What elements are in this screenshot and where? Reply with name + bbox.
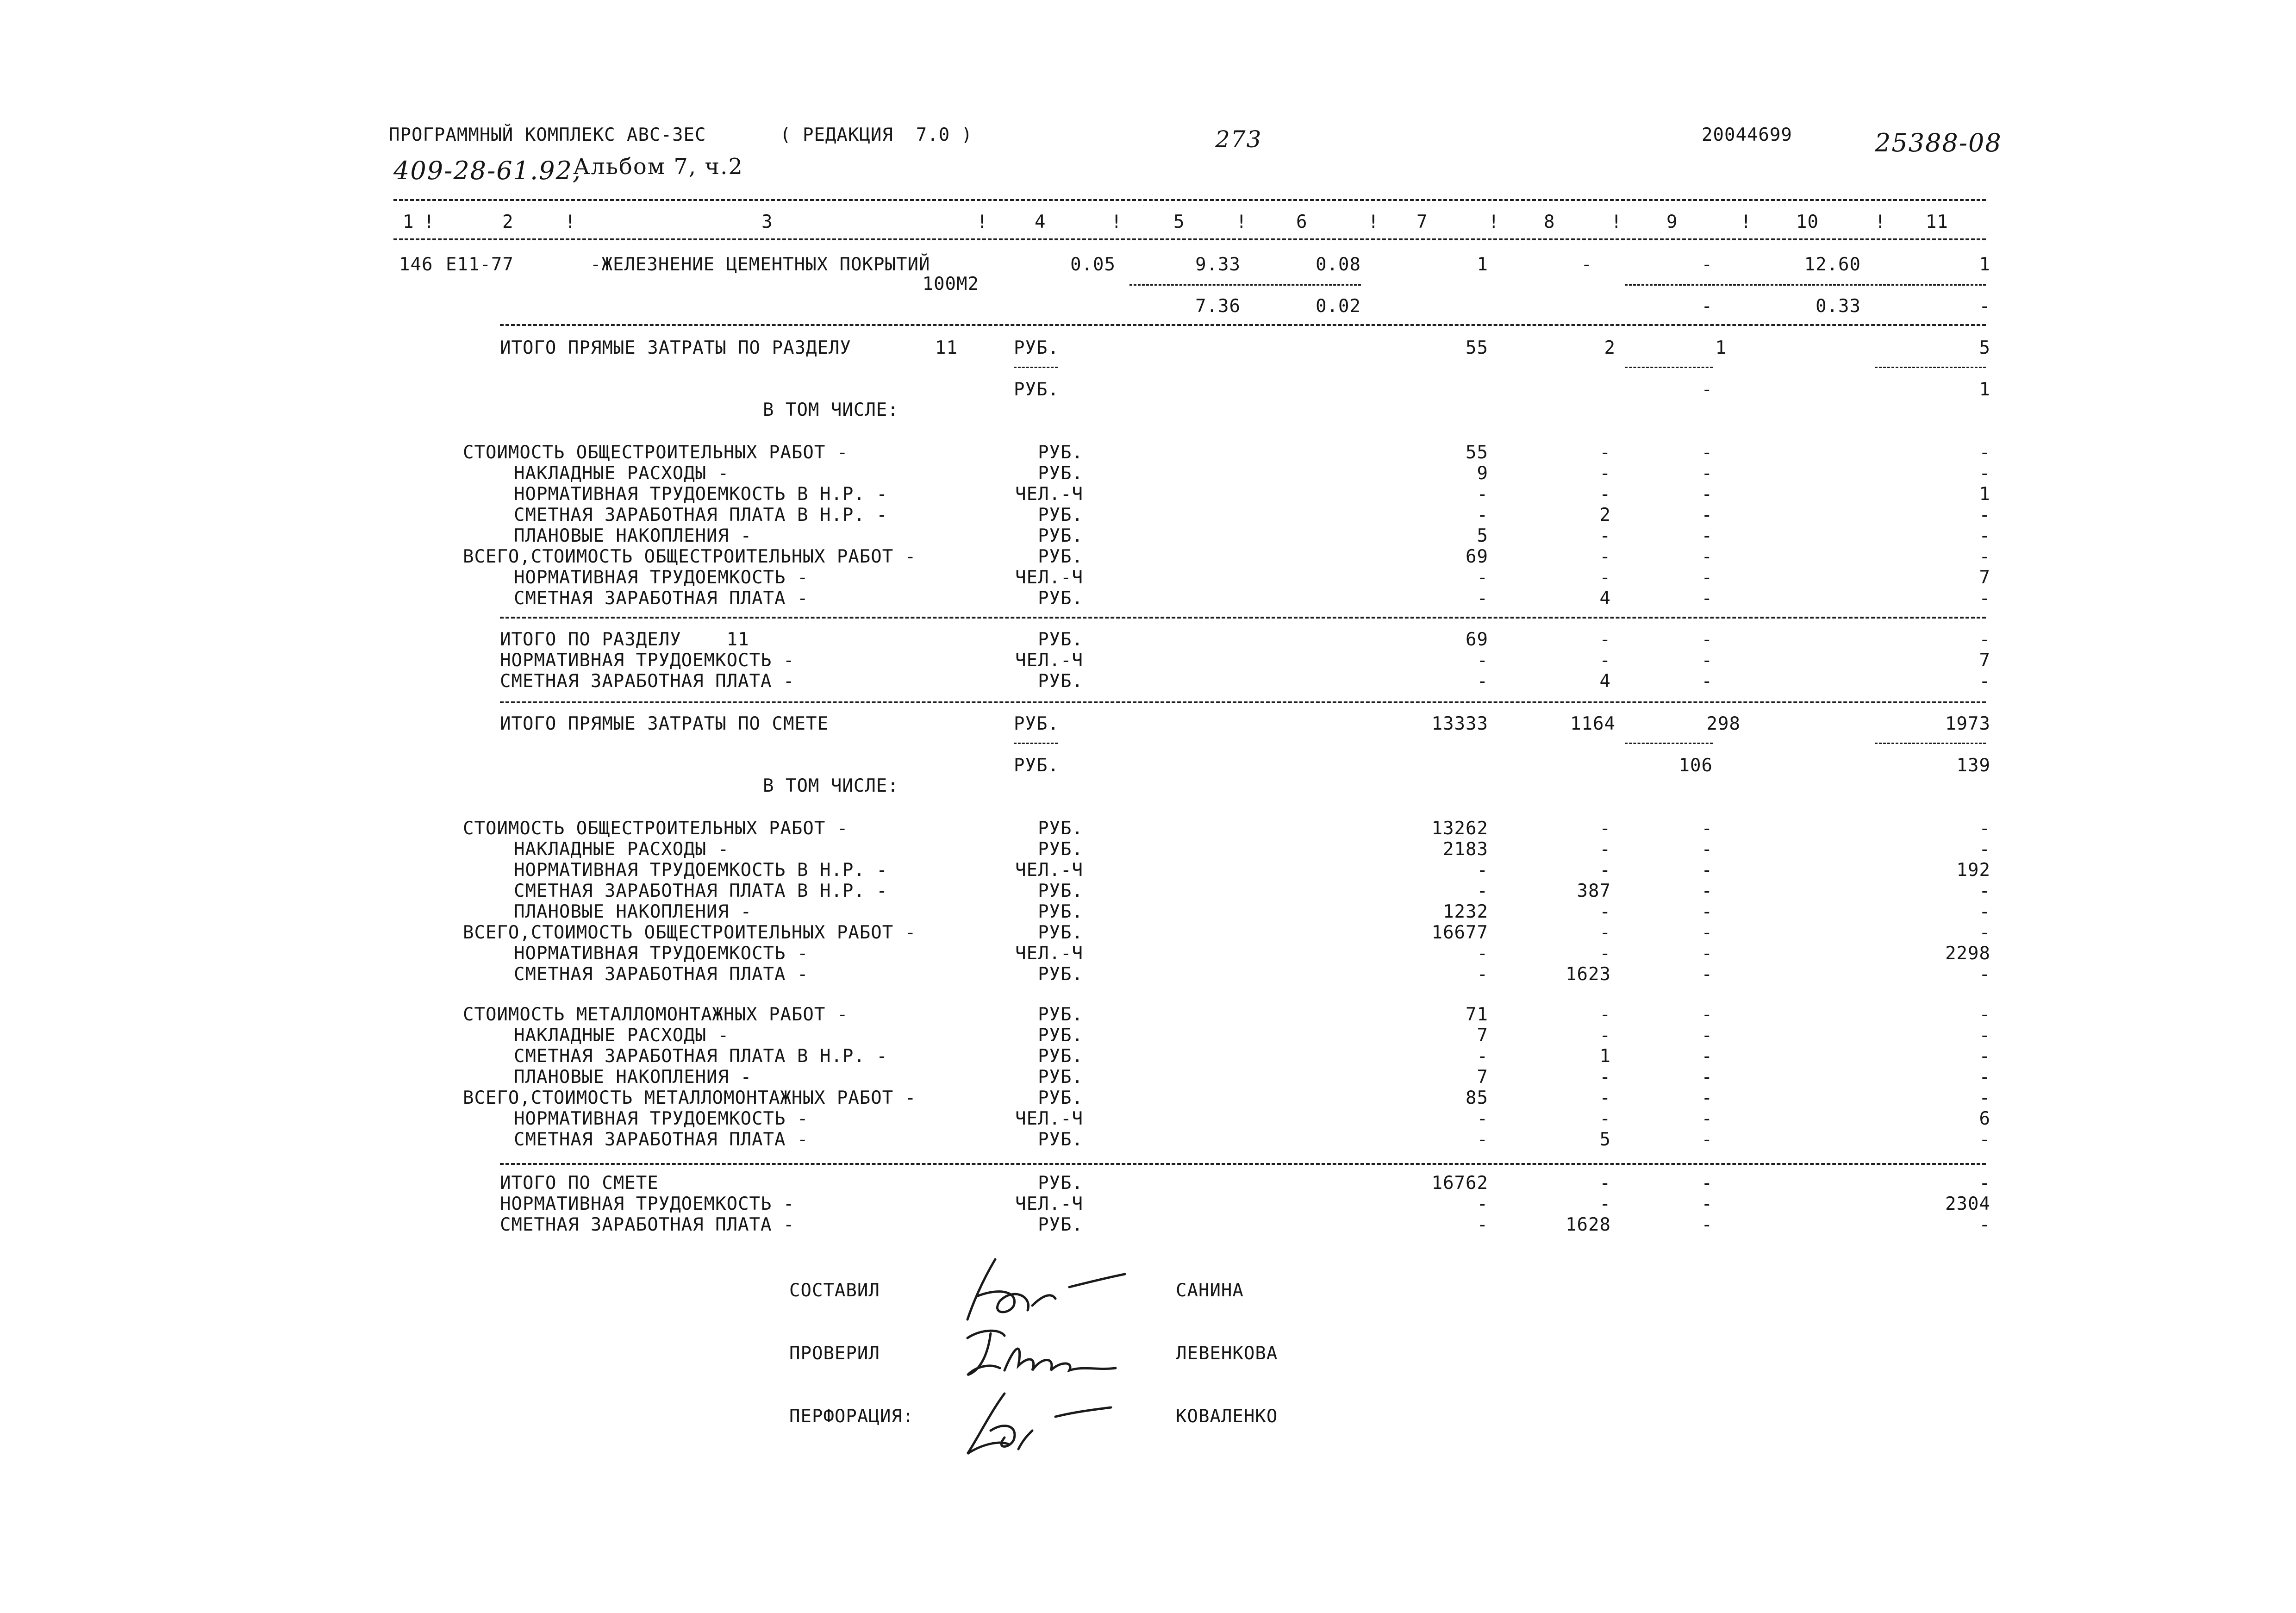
- estimate-general-col7: 2183: [1443, 839, 1488, 860]
- estimate-metal-col9: -: [1701, 1004, 1713, 1025]
- section-breakdown-col8: 4: [1599, 588, 1611, 609]
- estimate-general-col9: -: [1701, 881, 1713, 901]
- estimate-general-col9: -: [1701, 839, 1713, 860]
- estimate-general-label: ВСЕГО,СТОИМОСТЬ ОБЩЕСТРОИТЕЛЬНЫХ РАБОТ -: [463, 922, 917, 943]
- estimate-general-unit: ЧЕЛ.-Ч: [1015, 860, 1083, 881]
- section-breakdown-label: СМЕТНАЯ ЗАРАБОТНАЯ ПЛАТА -: [514, 588, 809, 609]
- section-breakdown-col9: -: [1701, 442, 1713, 463]
- column-header-1: 1: [403, 212, 414, 232]
- estimate-general-col11: -: [1979, 818, 1990, 839]
- estimate-general-col7: 13262: [1431, 818, 1488, 839]
- estimate-general-col11: 192: [1956, 860, 1990, 881]
- section-breakdown-col7: 9: [1477, 463, 1488, 484]
- section-breakdown-col11: -: [1979, 463, 1990, 484]
- section-breakdown-col7: -: [1477, 567, 1488, 588]
- estimate-general-col11: -: [1979, 901, 1990, 922]
- estimate-general-col8: 387: [1577, 881, 1611, 901]
- header-bottom-rule: [393, 238, 1986, 240]
- column-header-3: 3: [761, 212, 773, 232]
- header-top-rule: [393, 199, 1986, 201]
- estimate-col9-subrule: [1625, 743, 1713, 744]
- section-summary-col8: 4: [1599, 671, 1611, 692]
- section-breakdown-unit: ЧЕЛ.-Ч: [1015, 567, 1083, 588]
- estimate-metal-col8: -: [1599, 1004, 1611, 1025]
- item-col5-second: 7.36: [1195, 296, 1241, 317]
- estimate-metal-col8: 1: [1599, 1046, 1611, 1067]
- estimate-general-label: СМЕТНАЯ ЗАРАБОТНАЯ ПЛАТА В Н.Р. -: [514, 881, 888, 901]
- section-breakdown-label: НОРМАТИВНАЯ ТРУДОЕМКОСТЬ -: [514, 567, 809, 588]
- estimate-metal-col11: -: [1979, 1088, 1990, 1108]
- estimate-metal-col11: -: [1979, 1067, 1990, 1088]
- estimate-metal-col11: -: [1979, 1129, 1990, 1150]
- estimate-metal-label: СМЕТНАЯ ЗАРАБОТНАЯ ПЛАТА В Н.Р. -: [514, 1046, 888, 1067]
- section-direct-col8: 2: [1604, 338, 1616, 358]
- estimate-general-col8: -: [1599, 943, 1611, 964]
- section-summary-col9: -: [1701, 671, 1713, 692]
- column-header-7: 7: [1416, 212, 1428, 232]
- section-breakdown-unit: РУБ.: [1038, 463, 1083, 484]
- section-breakdown-col7: 5: [1477, 525, 1488, 546]
- item-col6: 0.08: [1316, 254, 1361, 275]
- estimate-summary-col11: 2304: [1945, 1194, 1990, 1214]
- estimate-summary-unit: ЧЕЛ.-Ч: [1015, 1194, 1083, 1214]
- section-direct-col11: 5: [1979, 338, 1990, 358]
- estimate-metal-col11: -: [1979, 1004, 1990, 1025]
- section-breakdown-col9: -: [1701, 463, 1713, 484]
- section-breakdown-col9: -: [1701, 525, 1713, 546]
- document-number: 25388-08: [1875, 128, 2002, 157]
- estimate-metal-col11: -: [1979, 1025, 1990, 1046]
- estimate-summary-col9: -: [1701, 1214, 1713, 1235]
- estimate-direct-col7: 13333: [1431, 713, 1488, 734]
- section-including-heading: В ТОМ ЧИСЛЕ:: [763, 400, 899, 420]
- estimate-breakdown-rule: [500, 1163, 1986, 1165]
- item-col6-second: 0.02: [1316, 296, 1361, 317]
- estimate-metal-col9: -: [1701, 1046, 1713, 1067]
- column-separator: !: [424, 212, 435, 232]
- item-number: 146: [399, 254, 433, 275]
- estimate-general-unit: РУБ.: [1038, 881, 1083, 901]
- section-summary-col11: 7: [1979, 650, 1990, 671]
- estimate-direct2-unit: РУБ.: [1014, 755, 1059, 776]
- estimate-metal-unit: РУБ.: [1038, 1004, 1083, 1025]
- handwritten-signature-compiled: [963, 1245, 1157, 1324]
- estimate-metal-unit: РУБ.: [1038, 1067, 1083, 1088]
- estimate-general-unit: ЧЕЛ.-Ч: [1015, 943, 1083, 964]
- column-header-5: 5: [1173, 212, 1185, 232]
- estimate-metal-col8: -: [1599, 1108, 1611, 1129]
- section-direct-col7: 55: [1466, 338, 1488, 358]
- estimate-metal-col8: -: [1599, 1088, 1611, 1108]
- estimate-summary-col9: -: [1701, 1194, 1713, 1214]
- estimate-general-unit: РУБ.: [1038, 818, 1083, 839]
- item-col9: -: [1701, 254, 1713, 275]
- estimate-general-label: НОРМАТИВНАЯ ТРУДОЕМКОСТЬ В Н.Р. -: [514, 860, 888, 881]
- section-col11-subrule: [1875, 367, 1986, 368]
- estimate-metal-col9: -: [1701, 1129, 1713, 1150]
- estimate-summary-col7: -: [1477, 1214, 1488, 1235]
- column-separator: !: [1875, 212, 1886, 232]
- estimate-direct-col9: 298: [1706, 713, 1741, 734]
- project-reference: 409-28-61.92,: [393, 156, 582, 185]
- section-summary-unit: РУБ.: [1038, 629, 1083, 650]
- estimate-summary-col8: 1628: [1566, 1214, 1611, 1235]
- estimate-general-label: ПЛАНОВЫЕ НАКОПЛЕНИЯ -: [514, 901, 752, 922]
- estimate-general-col11: -: [1979, 964, 1990, 985]
- section-direct2-unit: РУБ.: [1014, 379, 1059, 400]
- column-header-10: 10: [1796, 212, 1819, 232]
- column-separator: !: [1236, 212, 1248, 232]
- estimate-general-col11: -: [1979, 881, 1990, 901]
- estimate-summary-col7: 16762: [1431, 1173, 1488, 1194]
- estimate-general-col7: -: [1477, 881, 1488, 901]
- estimate-direct-label: ИТОГО ПРЯМЫЕ ЗАТРАТЫ ПО СМЕТЕ: [500, 713, 829, 734]
- item-quantity: 0.05: [1070, 254, 1116, 275]
- section-breakdown-col8: -: [1599, 546, 1611, 567]
- estimate-metal-label: ПЛАНОВЫЕ НАКОПЛЕНИЯ -: [514, 1067, 752, 1088]
- estimate-metal-unit: РУБ.: [1038, 1046, 1083, 1067]
- estimate-general-col7: 16677: [1431, 922, 1488, 943]
- section-breakdown-col8: 2: [1599, 505, 1611, 525]
- section-breakdown-col9: -: [1701, 484, 1713, 505]
- estimate-general-col8: -: [1599, 860, 1611, 881]
- program-title: ПРОГРАММНЫЙ КОМПЛЕКС АВС-3ЕС: [389, 125, 706, 145]
- estimate-metal-col9: -: [1701, 1067, 1713, 1088]
- column-separator: !: [1111, 212, 1123, 232]
- section-summary-col8: -: [1599, 650, 1611, 671]
- section-direct-number: 11: [935, 338, 958, 358]
- estimate-metal-col8: -: [1599, 1067, 1611, 1088]
- section-breakdown-col11: 1: [1979, 484, 1990, 505]
- estimate-summary-unit: РУБ.: [1038, 1173, 1083, 1194]
- section-breakdown-label: СМЕТНАЯ ЗАРАБОТНАЯ ПЛАТА В Н.Р. -: [514, 505, 888, 525]
- estimate-metal-col11: -: [1979, 1046, 1990, 1067]
- section-breakdown-col9: -: [1701, 546, 1713, 567]
- estimate-direct-col11: 1973: [1945, 713, 1990, 734]
- section-breakdown-unit: РУБ.: [1038, 588, 1083, 609]
- estimate-general-col9: -: [1701, 818, 1713, 839]
- estimate-general-col9: -: [1701, 922, 1713, 943]
- section-breakdown-col8: -: [1599, 484, 1611, 505]
- estimate-general-col8: -: [1599, 839, 1611, 860]
- estimate-summary-col9: -: [1701, 1173, 1713, 1194]
- item-col11-second: -: [1979, 296, 1990, 317]
- estimate-summary-col8: -: [1599, 1194, 1611, 1214]
- signature-role-checked: ПРОВЕРИЛ: [789, 1343, 880, 1364]
- section-summary-unit: ЧЕЛ.-Ч: [1015, 650, 1083, 671]
- estimate-general-label: НАКЛАДНЫЕ РАСХОДЫ -: [514, 839, 730, 860]
- section-breakdown-unit: РУБ.: [1038, 546, 1083, 567]
- signature-role-punched: ПЕРФОРАЦИЯ:: [789, 1406, 914, 1427]
- estimate-unit-subrule: [1014, 743, 1058, 744]
- page-number: 273: [1215, 126, 1262, 153]
- section-summary-col9: -: [1701, 629, 1713, 650]
- estimate-general-col11: 2298: [1945, 943, 1990, 964]
- section-summary-label: ИТОГО ПО РАЗДЕЛУ 11: [500, 629, 749, 650]
- estimate-summary-unit: РУБ.: [1038, 1214, 1083, 1235]
- item-col10-second: 0.33: [1816, 296, 1861, 317]
- section-breakdown-col7: 69: [1466, 546, 1488, 567]
- album-reference: Альбом 7, ч.2: [573, 154, 743, 180]
- estimate-general-col7: -: [1477, 964, 1488, 985]
- section-breakdown-unit: ЧЕЛ.-Ч: [1015, 484, 1083, 505]
- estimate-general-col9: -: [1701, 901, 1713, 922]
- item-col5: 9.33: [1195, 254, 1241, 275]
- column-header-2: 2: [502, 212, 514, 232]
- estimate-direct-unit: РУБ.: [1014, 713, 1059, 734]
- section-breakdown-label: НОРМАТИВНАЯ ТРУДОЕМКОСТЬ В Н.Р. -: [514, 484, 888, 505]
- section-summary-col9: -: [1701, 650, 1713, 671]
- item-subrule-right: [1625, 284, 1986, 286]
- estimate-summary-label: ИТОГО ПО СМЕТЕ: [500, 1173, 659, 1194]
- section-breakdown-col8: -: [1599, 525, 1611, 546]
- estimate-general-col11: -: [1979, 922, 1990, 943]
- estimate-general-col9: -: [1701, 943, 1713, 964]
- section-breakdown-col11: -: [1979, 546, 1990, 567]
- estimate-general-col7: 1232: [1443, 901, 1488, 922]
- estimate-general-label: НОРМАТИВНАЯ ТРУДОЕМКОСТЬ -: [514, 943, 809, 964]
- section-breakdown-col11: -: [1979, 525, 1990, 546]
- estimate-general-unit: РУБ.: [1038, 839, 1083, 860]
- estimate-general-col9: -: [1701, 860, 1713, 881]
- item-col8: -: [1581, 254, 1592, 275]
- estimate-metal-label: СТОИМОСТЬ МЕТАЛЛОМОНТАЖНЫХ РАБОТ -: [463, 1004, 849, 1025]
- section-summary-label: СМЕТНАЯ ЗАРАБОТНАЯ ПЛАТА -: [500, 671, 795, 692]
- item-unit: 100М2: [922, 274, 979, 294]
- column-separator: !: [565, 212, 576, 232]
- estimate-general-col8: -: [1599, 818, 1611, 839]
- signature-role-compiled: СОСТАВИЛ: [789, 1280, 880, 1301]
- estimate-metal-col8: 5: [1599, 1129, 1611, 1150]
- estimate-direct2-col11: 139: [1956, 755, 1990, 776]
- estimate-metal-unit: ЧЕЛ.-Ч: [1015, 1108, 1083, 1129]
- column-header-8: 8: [1544, 212, 1555, 232]
- section-breakdown-col7: -: [1477, 484, 1488, 505]
- estimate-general-unit: РУБ.: [1038, 922, 1083, 943]
- estimate-summary-label: НОРМАТИВНАЯ ТРУДОЕМКОСТЬ -: [500, 1194, 795, 1214]
- section-direct2-col11: 1: [1979, 379, 1990, 400]
- estimate-general-col11: -: [1979, 839, 1990, 860]
- estimate-summary-col11: -: [1979, 1173, 1990, 1194]
- estimate-metal-label: ВСЕГО,СТОИМОСТЬ МЕТАЛЛОМОНТАЖНЫХ РАБОТ -: [463, 1088, 917, 1108]
- estimate-general-label: СМЕТНАЯ ЗАРАБОТНАЯ ПЛАТА -: [514, 964, 809, 985]
- estimate-metal-col7: -: [1477, 1046, 1488, 1067]
- column-separator: !: [977, 212, 988, 232]
- section-breakdown-label: СТОИМОСТЬ ОБЩЕСТРОИТЕЛЬНЫХ РАБОТ -: [463, 442, 849, 463]
- column-separator: !: [1488, 212, 1500, 232]
- column-header-6: 6: [1296, 212, 1308, 232]
- document-code: 20044699: [1702, 125, 1792, 145]
- estimate-metal-unit: РУБ.: [1038, 1025, 1083, 1046]
- estimate-general-col8: -: [1599, 901, 1611, 922]
- estimate-general-col8: 1623: [1566, 964, 1611, 985]
- section-summary-col7: 69: [1466, 629, 1488, 650]
- estimate-general-col7: -: [1477, 943, 1488, 964]
- signature-name-compiled: САНИНА: [1176, 1280, 1244, 1301]
- section-breakdown-col9: -: [1701, 588, 1713, 609]
- section-direct-col9: 1: [1715, 338, 1727, 358]
- section-col9-subrule: [1625, 367, 1713, 368]
- estimate-metal-col7: 7: [1477, 1025, 1488, 1046]
- item-subrule: [1129, 284, 1361, 286]
- item-bottom-rule: [500, 324, 1986, 326]
- section-breakdown-col8: -: [1599, 463, 1611, 484]
- estimate-metal-col7: -: [1477, 1108, 1488, 1129]
- section-breakdown-col11: -: [1979, 442, 1990, 463]
- section-breakdown-col9: -: [1701, 567, 1713, 588]
- estimate-metal-label: СМЕТНАЯ ЗАРАБОТНАЯ ПЛАТА -: [514, 1129, 809, 1150]
- estimate-metal-col8: -: [1599, 1025, 1611, 1046]
- estimate-metal-col11: 6: [1979, 1108, 1990, 1129]
- section-breakdown-col11: -: [1979, 588, 1990, 609]
- column-separator: !: [1741, 212, 1752, 232]
- item-code: Е11-77: [446, 254, 514, 275]
- section-breakdown-col8: -: [1599, 442, 1611, 463]
- signature-name-punched: КОВАЛЕНКО: [1176, 1406, 1278, 1427]
- handwritten-signature-checked: [963, 1319, 1157, 1389]
- section-breakdown-unit: РУБ.: [1038, 505, 1083, 525]
- section-unit-subrule: [1014, 367, 1058, 368]
- estimate-general-unit: РУБ.: [1038, 901, 1083, 922]
- estimate-direct2-col9: 106: [1678, 755, 1713, 776]
- section-breakdown-col7: -: [1477, 505, 1488, 525]
- section-summary-col11: -: [1979, 671, 1990, 692]
- estimate-metal-col7: -: [1477, 1129, 1488, 1150]
- column-header-9: 9: [1666, 212, 1678, 232]
- item-col7: 1: [1477, 254, 1488, 275]
- estimate-metal-col9: -: [1701, 1025, 1713, 1046]
- signature-name-checked: ЛЕВЕНКОВА: [1176, 1343, 1278, 1364]
- section-breakdown-label: НАКЛАДНЫЕ РАСХОДЫ -: [514, 463, 730, 484]
- section-breakdown-col8: -: [1599, 567, 1611, 588]
- section-breakdown-label: ПЛАНОВЫЕ НАКОПЛЕНИЯ -: [514, 525, 752, 546]
- section-breakdown-unit: РУБ.: [1038, 525, 1083, 546]
- estimate-metal-unit: РУБ.: [1038, 1129, 1083, 1150]
- section-summary-col7: -: [1477, 671, 1488, 692]
- section-breakdown-col7: -: [1477, 588, 1488, 609]
- estimate-metal-col9: -: [1701, 1088, 1713, 1108]
- section-breakdown-col11: -: [1979, 505, 1990, 525]
- section-summary-col8: -: [1599, 629, 1611, 650]
- section-summary-col11: -: [1979, 629, 1990, 650]
- section-direct-unit: РУБ.: [1014, 338, 1059, 358]
- estimate-metal-col7: 71: [1466, 1004, 1488, 1025]
- estimate-general-unit: РУБ.: [1038, 964, 1083, 985]
- estimate-summary-col8: -: [1599, 1173, 1611, 1194]
- estimate-metal-col7: 85: [1466, 1088, 1488, 1108]
- section-breakdown-rule: [500, 617, 1986, 619]
- section-summary-col7: -: [1477, 650, 1488, 671]
- estimate-direct-col8: 1164: [1570, 713, 1616, 734]
- estimate-metal-col9: -: [1701, 1108, 1713, 1129]
- item-name: -ЖЕЛЕЗНЕНИЕ ЦЕМЕНТНЫХ ПОКРЫТИЙ: [590, 254, 930, 275]
- section-summary-rule: [500, 701, 1986, 703]
- edition-label: ( РЕДАКЦИЯ 7.0 ): [780, 125, 973, 145]
- section-direct-label: ИТОГО ПРЯМЫЕ ЗАТРАТЫ ПО РАЗДЕЛУ: [500, 338, 851, 358]
- estimate-metal-label: НАКЛАДНЫЕ РАСХОДЫ -: [514, 1025, 730, 1046]
- estimate-metal-unit: РУБ.: [1038, 1088, 1083, 1108]
- estimate-metal-label: НОРМАТИВНАЯ ТРУДОЕМКОСТЬ -: [514, 1108, 809, 1129]
- estimate-general-col8: -: [1599, 922, 1611, 943]
- column-header-4: 4: [1035, 212, 1046, 232]
- section-breakdown-col9: -: [1701, 505, 1713, 525]
- section-summary-unit: РУБ.: [1038, 671, 1083, 692]
- section-summary-label: НОРМАТИВНАЯ ТРУДОЕМКОСТЬ -: [500, 650, 795, 671]
- handwritten-signature-punched: [963, 1384, 1157, 1463]
- estimate-summary-col7: -: [1477, 1194, 1488, 1214]
- column-separator: !: [1368, 212, 1379, 232]
- column-header-11: 11: [1926, 212, 1948, 232]
- section-breakdown-col7: 55: [1466, 442, 1488, 463]
- estimate-general-col7: -: [1477, 860, 1488, 881]
- estimate-general-col9: -: [1701, 964, 1713, 985]
- section-breakdown-unit: РУБ.: [1038, 442, 1083, 463]
- estimate-including-heading: В ТОМ ЧИСЛЕ:: [763, 775, 899, 796]
- estimate-summary-col11: -: [1979, 1214, 1990, 1235]
- estimate-metal-col7: 7: [1477, 1067, 1488, 1088]
- estimate-summary-label: СМЕТНАЯ ЗАРАБОТНАЯ ПЛАТА -: [500, 1214, 795, 1235]
- column-separator: !: [1611, 212, 1622, 232]
- estimate-general-label: СТОИМОСТЬ ОБЩЕСТРОИТЕЛЬНЫХ РАБОТ -: [463, 818, 849, 839]
- section-breakdown-col11: 7: [1979, 567, 1990, 588]
- section-direct2-col9: -: [1701, 379, 1713, 400]
- item-col9-second: -: [1701, 296, 1713, 317]
- item-col10: 12.60: [1804, 254, 1861, 275]
- estimate-col11-subrule: [1875, 743, 1986, 744]
- section-breakdown-label: ВСЕГО,СТОИМОСТЬ ОБЩЕСТРОИТЕЛЬНЫХ РАБОТ -: [463, 546, 917, 567]
- item-col11: 1: [1979, 254, 1990, 275]
